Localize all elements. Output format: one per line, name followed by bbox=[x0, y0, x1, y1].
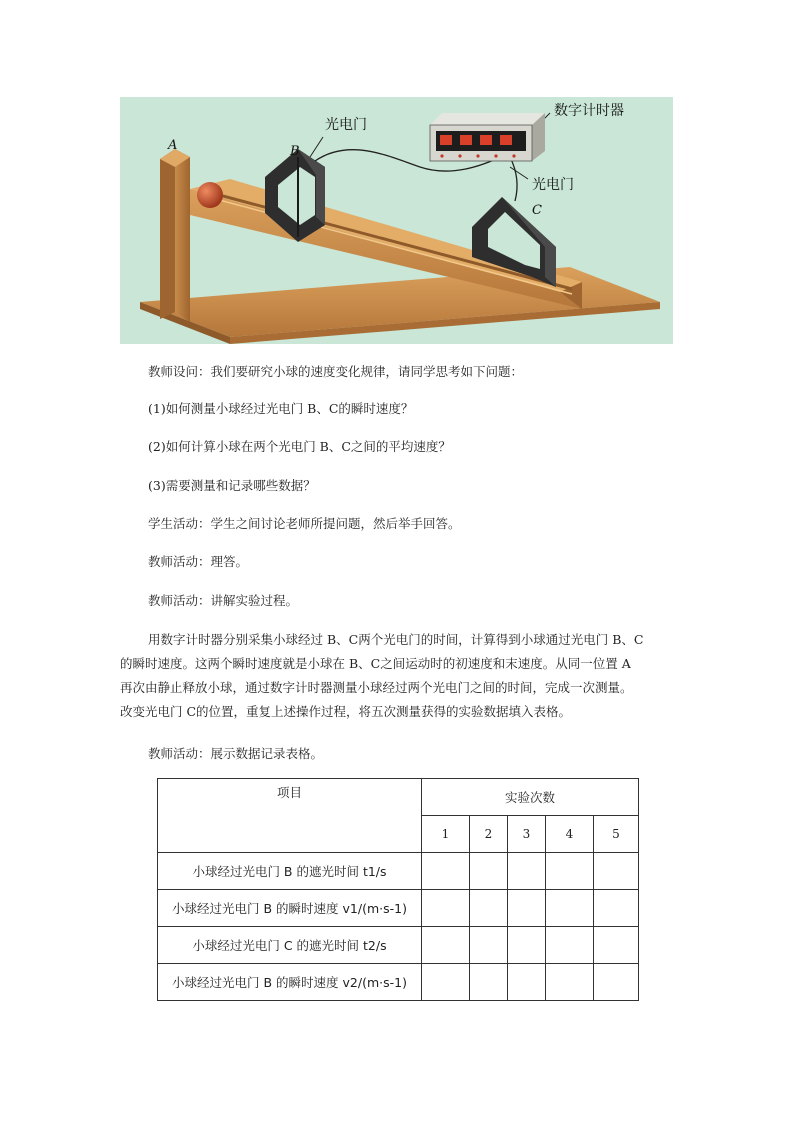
question-intro: 教师设问：我们要研究小球的速度变化规律，请同学思考如下问题： bbox=[148, 364, 524, 379]
row-label: 小球经过光电门 B 的遮光时间 t1/s bbox=[158, 853, 422, 890]
data-cell[interactable] bbox=[594, 927, 639, 964]
procedure-line-1: 用数字计时器分别采集小球经过 B、C两个光电门的时间，计算得到小球通过光电门 B、C bbox=[148, 632, 644, 647]
label-photogate-c: 光电门 bbox=[532, 177, 574, 193]
row-label: 小球经过光电门 B 的瞬时速度 v1/(m·s-1) bbox=[158, 890, 422, 927]
data-cell[interactable] bbox=[594, 964, 639, 1001]
label-letter-b: B bbox=[290, 144, 300, 159]
row-label: 小球经过光电门 C 的遮光时间 t2/s bbox=[158, 927, 422, 964]
data-cell[interactable] bbox=[508, 853, 546, 890]
data-cell[interactable] bbox=[422, 927, 470, 964]
table-row bbox=[158, 927, 639, 964]
data-cell[interactable] bbox=[422, 964, 470, 1001]
trial-number: 3 bbox=[508, 816, 546, 853]
data-cell[interactable] bbox=[470, 927, 508, 964]
teacher-activity-2: 教师活动：讲解实验过程。 bbox=[148, 593, 299, 608]
data-cell[interactable] bbox=[594, 890, 639, 927]
data-cell[interactable] bbox=[470, 853, 508, 890]
data-cell[interactable] bbox=[546, 853, 594, 890]
data-cell[interactable] bbox=[508, 964, 546, 1001]
trial-number: 2 bbox=[470, 816, 508, 853]
header-trials: 实验次数 bbox=[422, 779, 639, 816]
data-cell[interactable] bbox=[422, 853, 470, 890]
row-label: 小球经过光电门 B 的瞬时速度 v2/(m·s-1) bbox=[158, 964, 422, 1001]
procedure-line-2: 的瞬时速度。这两个瞬时速度就是小球在 B、C之间运动时的初速度和末速度。从同一位置 A bbox=[120, 656, 631, 671]
digital-timer bbox=[430, 113, 545, 161]
question-2: (2)如何计算小球在两个光电门 B、C之间的平均速度？ bbox=[148, 439, 451, 454]
procedure-line-4: 改变光电门 C的位置，重复上述操作过程，将五次测量获得的实验数据填入表格。 bbox=[120, 704, 572, 719]
table-row bbox=[158, 890, 639, 927]
data-record-table bbox=[157, 778, 639, 1001]
data-cell[interactable] bbox=[470, 890, 508, 927]
trial-number: 4 bbox=[546, 816, 594, 853]
apparatus-illustration bbox=[120, 97, 673, 344]
data-cell[interactable] bbox=[546, 927, 594, 964]
question-1: (1)如何测量小球经过光电门 B、C的瞬时速度？ bbox=[148, 401, 414, 416]
data-cell[interactable] bbox=[508, 890, 546, 927]
table-row bbox=[158, 964, 639, 1001]
ball bbox=[197, 182, 223, 208]
data-cell[interactable] bbox=[546, 890, 594, 927]
experiment-procedure-paragraph bbox=[120, 628, 680, 724]
data-cell[interactable] bbox=[470, 964, 508, 1001]
apparatus-figure bbox=[120, 97, 673, 344]
trial-number: 5 bbox=[594, 816, 639, 853]
data-cell[interactable] bbox=[422, 890, 470, 927]
label-digital-timer: 数字计时器 bbox=[554, 103, 624, 119]
teacher-activity-1: 教师活动：理答。 bbox=[148, 554, 249, 569]
vertical-post-a bbox=[160, 149, 190, 322]
data-cell[interactable] bbox=[508, 927, 546, 964]
label-photogate-b: 光电门 bbox=[325, 117, 367, 133]
label-letter-a: A bbox=[168, 138, 178, 153]
header-item: 项目 bbox=[158, 779, 422, 853]
table-row bbox=[158, 853, 639, 890]
teacher-activity-3: 教师活动：展示数据记录表格。 bbox=[148, 746, 324, 761]
student-activity: 学生活动：学生之间讨论老师所提问题，然后举手回答。 bbox=[148, 516, 461, 531]
label-letter-c: C bbox=[532, 203, 542, 218]
data-cell[interactable] bbox=[594, 853, 639, 890]
data-cell[interactable] bbox=[546, 964, 594, 1001]
trial-number: 1 bbox=[422, 816, 470, 853]
question-3: (3)需要测量和记录哪些数据？ bbox=[148, 478, 316, 493]
procedure-line-3: 再次由静止释放小球，通过数字计时器测量小球经过两个光电门之间的时间，完成一次测量。 bbox=[120, 680, 633, 695]
